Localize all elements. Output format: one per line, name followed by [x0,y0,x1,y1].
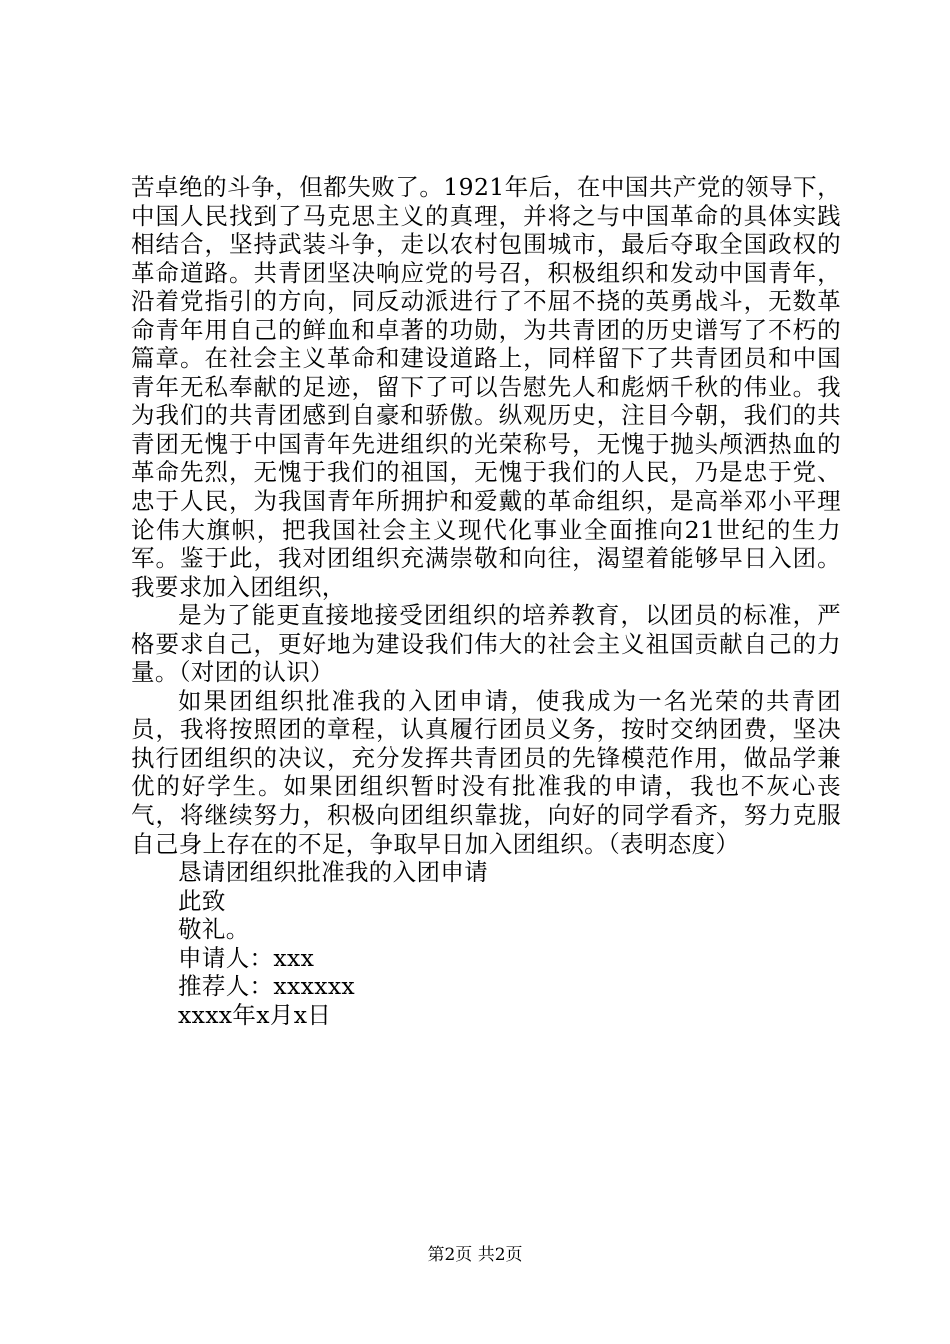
applicant-line: 申请人：xxx [178,943,315,972]
salutation-line-2: 敬礼。 [178,915,250,944]
body-paragraph-1: 苦卓绝的斗争，但都失败了。1921年后，在中国共产党的领导下，中国人民找到了马克思主义的真理，并将之与中国革命的具体实践相结合，坚持武装斗争，走以农村包围城市，最后夺取全国政权的革命道路。共青团坚决响应党的号召，积极组织和发动中国青年，沿着党指引的方向，同反动派进行了不屈不挠的英勇战斗，无数革命青年用自己的鲜血和卓著的功勋，为共青团的历史谱写了不朽的篇章。在社会主义革命和建设道路上，同样留下了共青团员和中国青年无私奉献的足迹，留下了可以告慰先人和彪炳千秋的伟业。我为我们的共青团感到自豪和骄傲。纵观历史，注目今朝，我们的共青团无愧于中国青年先进组织的光荣称号，无愧于抛头颅洒热血的革命先烈，无愧于我们的祖国，无愧于我们的人民，乃是忠于党、忠于人民，为我国青年所拥护和爱戴的革命组织，是高举邓小平理论伟大旗帜，把我国社会主义现代化事业全面推向21世纪的生力军。鉴于此，我对团组织充满崇敬和向往，渴望着能够早日入团。我要求加入团组织， [131,173,841,601]
page-footer [0,1244,950,1266]
salutation-line-1: 此致 [178,886,226,915]
request-line: 恳请团组织批准我的入团申请 [178,858,489,887]
date-line: xxxx年x月x日 [178,1000,332,1029]
recommender-line: 推荐人：xxxxxx [178,972,356,1001]
page-number: 第2页 共2页 [427,1245,523,1265]
body-paragraph-3: 如果团组织批准我的入团申请，使我成为一名光荣的共青团员，我将按照团的章程，认真履行团员义务，按时交纳团费，坚决执行团组织的决议，充分发挥共青团员的先锋模范作用，做品学兼优的好学生。如果团组织暂时没有批准我的申请，我也不灰心丧气，将继续努力，积极向团组织靠拢，向好的同学看齐，努力克服自己身上存在的不足，争取早日加入团组织。（表明态度） [131,686,841,858]
body-paragraph-2: 是为了能更直接地接受团组织的培养教育，以团员的标准，严格要求自己，更好地为建设我们伟大的社会主义祖国贡献自己的力量。（对团的认识） [131,601,841,687]
document-body [131,173,841,1029]
